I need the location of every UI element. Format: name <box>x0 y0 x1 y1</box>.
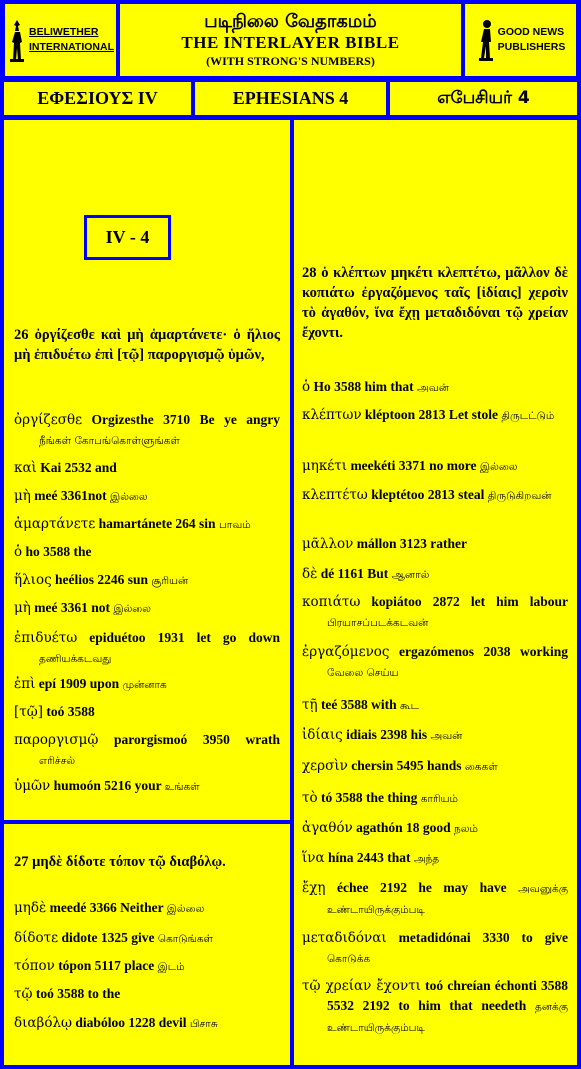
transliteration: idiais 2398 his <box>342 727 431 742</box>
transliteration: hamartánete 264 sin <box>95 516 219 531</box>
tamil-gloss: கைகள் <box>464 761 498 773</box>
greek-word: μηκέτι <box>302 458 348 474</box>
transliteration: parorgismoó 3950 wrath <box>98 732 280 747</box>
transliteration: toó chreían échonti 3588 5532 2192 to him that needeth <box>327 978 569 1013</box>
transliteration: Orgizesthe 3710 Be ye angry <box>82 412 280 427</box>
transliteration: didote 1325 give <box>58 930 158 945</box>
transliteration: kopiátoo 2872 let him labour <box>360 594 568 609</box>
greek-word: [τῷ] <box>14 704 44 720</box>
transliteration: ho 3588 the <box>22 544 92 559</box>
word-entry <box>14 458 280 478</box>
transliteration: heélios 2246 sun <box>51 572 152 587</box>
transliteration: metadidónai 3330 to give <box>386 930 568 945</box>
left-logo-line1: BELIWETHER <box>29 26 99 38</box>
chapter-label: IV - 4 <box>84 215 171 260</box>
word-entry <box>14 956 280 977</box>
greek-word: τῷ χρείαν ἔχοντι <box>302 978 421 994</box>
word-entry <box>302 592 568 633</box>
word-entry <box>14 542 280 562</box>
word-entry <box>302 695 568 716</box>
word-entry <box>14 702 280 722</box>
greek-word: ἔχῃ <box>302 880 326 896</box>
word-entry <box>302 534 568 554</box>
word-entry <box>302 788 568 809</box>
greek-word: κλεπτέτω <box>302 487 368 503</box>
book-greek: ΕΦΕΣΙΟΥΣ IV <box>4 82 191 115</box>
greek-word: ὁ <box>302 379 311 395</box>
greek-word: ἀγαθόν <box>302 820 353 836</box>
tamil-gloss: சூரியன் <box>151 575 189 587</box>
word-entry <box>302 377 568 398</box>
greek-word: ἐπὶ <box>14 676 36 692</box>
greek-word: μεταδιδόναι <box>302 930 387 946</box>
transliteration: ergazómenos 2038 working <box>389 644 568 659</box>
word-entry <box>14 570 280 591</box>
tamil-gloss: உங்கள் <box>164 781 200 793</box>
transliteration: meé 3361not <box>30 488 110 503</box>
greek-word: κοπιάτω <box>302 594 361 610</box>
verse-28-text: 28 ὁ κλέπτων μηκέτι κλεπτέτω, μᾶλλον δὲ κοπιάτω ἐργαζόμενος ταῖς [ἰδίαις] χερσὶν τὸ ἀγαθόν, ἵνα ἔχῃ μεταδιδόναι τῷ χρείαν ἔχοντι. <box>302 265 568 341</box>
tamil-gloss: திருடட்டும் <box>501 410 555 422</box>
word-entry <box>14 898 280 919</box>
title-tamil: படிநிலை வேதாகமம் <box>204 11 377 32</box>
tamil-gloss: இடம் <box>157 961 185 973</box>
greek-word: ὁ <box>14 544 23 560</box>
greek-word: ἁμαρτάνετε <box>14 516 96 532</box>
right-logo-line2: PUBLISHERS <box>497 41 566 53</box>
tamil-gloss: அவன் <box>417 382 449 394</box>
greek-word: ἐπιδυέτω <box>14 630 78 646</box>
word-entry <box>14 984 280 1004</box>
tamil-gloss: கொடுங்கள் <box>157 933 214 945</box>
tamil-gloss: தனக்கு உண்டாயிருக்கும்படி <box>327 1001 568 1034</box>
word-entry <box>14 776 280 797</box>
tamil-gloss: வேலை செய்ய <box>327 667 399 679</box>
greek-word: δὲ <box>302 566 318 582</box>
greek-word: ἰδίαις <box>302 727 343 743</box>
tamil-gloss: தணியக்கடவது <box>39 653 112 665</box>
transliteration: toó 3588 to the <box>32 986 121 1001</box>
good-news-logo <box>465 4 576 76</box>
greek-word: δίδοτε <box>14 930 59 946</box>
greek-word: μὴ <box>14 488 31 504</box>
transliteration: tópon 5117 place <box>54 958 158 973</box>
greek-word: ἐργαζόμενος <box>302 644 390 660</box>
transliteration: échee 2192 he may have <box>325 880 519 895</box>
greek-word: μὴ <box>14 600 31 616</box>
greek-word: τὸ <box>302 790 318 806</box>
word-entry <box>302 642 568 683</box>
transliteration: dé 1161 But <box>317 566 392 581</box>
greek-word: παροργισμῷ <box>14 732 99 748</box>
word-entry <box>302 848 568 869</box>
transliteration: kleptétoo 2813 steal <box>367 487 488 502</box>
greek-word: ὀργίζεσθε <box>14 412 83 428</box>
greek-word: χερσὶν <box>302 758 348 774</box>
right-logo-line1: GOOD NEWS <box>497 26 565 38</box>
tamil-gloss: அவனுக்கு உண்டாயிருக்கும்படி <box>327 883 568 916</box>
runner-icon <box>476 18 496 62</box>
word-entry <box>302 756 568 777</box>
word-entry <box>302 725 568 746</box>
word-entry <box>302 878 568 920</box>
greek-word: τόπον <box>14 958 55 974</box>
torch-bearer-icon <box>7 18 27 62</box>
greek-word: μᾶλλον <box>302 536 354 552</box>
transliteration: mállon 3123 rather <box>353 536 467 551</box>
word-entry <box>302 818 568 839</box>
transliteration: epí 1909 upon <box>35 676 123 691</box>
word-entry <box>14 674 280 695</box>
beliwether-logo <box>5 4 116 76</box>
word-entry <box>14 514 280 535</box>
tamil-gloss: இல்லை <box>113 603 151 615</box>
word-entry <box>14 730 280 771</box>
transliteration: teé 3588 with <box>317 697 401 712</box>
tamil-gloss: எரிச்சல் <box>39 755 76 767</box>
transliteration: humoón 5216 your <box>50 778 165 793</box>
transliteration: kléptoon 2813 Let stole <box>361 407 502 422</box>
word-entry <box>302 976 568 1038</box>
word-entry <box>14 928 280 949</box>
word-entry <box>302 405 568 426</box>
transliteration: diabóloo 1228 devil <box>72 1015 190 1030</box>
tamil-gloss: இல்லை <box>166 903 205 915</box>
tamil-gloss: இல்லை <box>479 461 518 473</box>
word-entry <box>302 456 568 477</box>
transliteration: meedé 3366 Neither <box>46 900 167 915</box>
greek-word: καὶ <box>14 460 37 476</box>
book-tamil: எபேசியர் 4 <box>390 82 577 115</box>
tamil-gloss: கொடுக்க <box>327 953 371 965</box>
word-entry <box>14 486 280 507</box>
greek-word: ὑμῶν <box>14 778 51 794</box>
tamil-gloss: பாவம் <box>218 519 251 531</box>
tamil-gloss: கூட <box>400 700 419 712</box>
title-block <box>120 4 461 76</box>
tamil-gloss: முன்னாக <box>122 679 167 691</box>
greek-word: μηδὲ <box>14 900 47 916</box>
word-entry <box>302 564 568 585</box>
tamil-gloss: நீங்கள் கோபங்கொள்ளுங்கள் <box>39 435 180 447</box>
word-entry <box>14 410 280 451</box>
greek-word: ἵνα <box>302 850 325 866</box>
greek-word: τῷ <box>14 986 33 1002</box>
word-entry <box>14 1013 280 1034</box>
tamil-gloss: திருடுகிறவன் <box>487 490 552 502</box>
greek-word: ἥλιος <box>14 572 52 588</box>
tamil-gloss: காரியம் <box>420 793 458 805</box>
tamil-gloss: பிரயாசப்படக்கடவன் <box>327 617 429 629</box>
title-english: THE INTERLAYER BIBLE <box>181 33 400 52</box>
greek-word: κλέπτων <box>302 407 362 423</box>
word-entry <box>14 598 280 619</box>
transliteration: Ho 3588 him that <box>310 379 418 394</box>
tamil-gloss: இல்லை <box>109 491 148 503</box>
verse-26-text: 26 ὀργίζεσθε καὶ μὴ ἁμαρτάνετε· ὁ ἥλιος μὴ ἐπιδυέτω ἐπὶ [τῷ] παροργισμῷ ὑμῶν, <box>14 327 280 363</box>
tamil-gloss: அவன் <box>430 730 463 742</box>
transliteration: toó 3588 <box>43 704 95 719</box>
tamil-gloss: நலம் <box>454 823 478 835</box>
transliteration: chersin 5495 hands <box>347 758 465 773</box>
greek-word: διαβόλῳ <box>14 1015 73 1031</box>
word-entry <box>302 485 568 506</box>
transliteration: Kai 2532 and <box>36 460 117 475</box>
transliteration: meé 3361 not <box>30 600 114 615</box>
tamil-gloss: ஆனால் <box>391 569 430 581</box>
word-entry <box>302 928 568 969</box>
transliteration: agathón 18 good <box>352 820 455 835</box>
greek-word: τῇ <box>302 697 318 713</box>
transliteration: epiduétoo 1931 let go down <box>77 630 280 645</box>
tamil-gloss: அந்த <box>413 853 440 865</box>
tamil-gloss: பிசாசு <box>189 1018 218 1030</box>
word-entry <box>14 628 280 669</box>
transliteration: hína 2443 that <box>324 850 414 865</box>
transliteration: tó 3588 the thing <box>317 790 421 805</box>
transliteration: meekéti 3371 no more <box>347 458 480 473</box>
verse-27-text: 27 μηδὲ δίδοτε τόπον τῷ διαβόλῳ. <box>14 854 226 870</box>
book-english: EPHESIANS 4 <box>195 82 386 115</box>
subtitle: (WITH STRONG'S NUMBERS) <box>206 54 375 68</box>
left-logo-line2: INTERNATIONAL <box>29 41 114 53</box>
